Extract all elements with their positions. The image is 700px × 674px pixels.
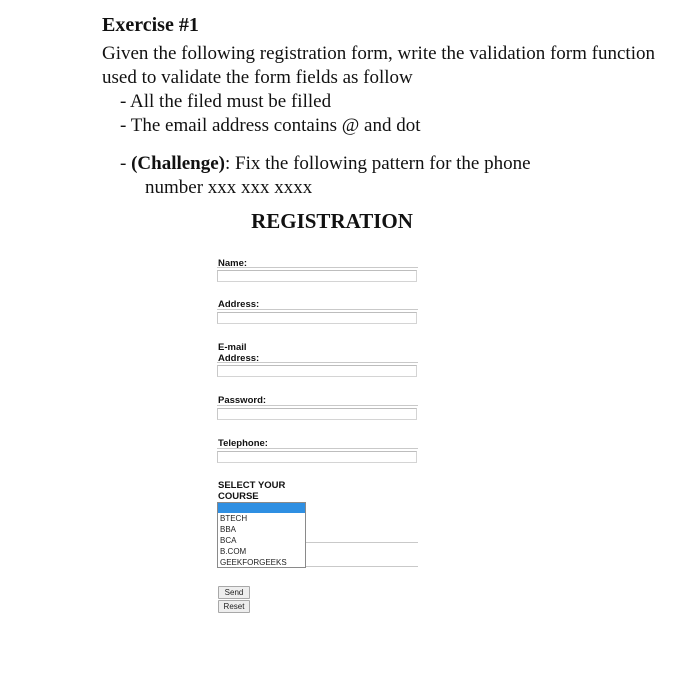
row-divider (217, 448, 418, 449)
email-label-line1: E-mail (218, 342, 247, 353)
name-label: Name: (218, 258, 248, 269)
name-input[interactable] (217, 270, 417, 282)
course-option-bcom[interactable]: B.COM (220, 547, 247, 556)
email-label-line2: Address: (218, 353, 260, 364)
course-option-btech[interactable]: BTECH (220, 514, 248, 523)
requirement-email: - The email address contains @ and dot (120, 115, 421, 136)
telephone-label: Telephone: (218, 438, 268, 449)
challenge-text: : Fix the following pattern for the phone (225, 153, 531, 174)
row-divider (217, 309, 418, 310)
row-divider (306, 542, 418, 543)
send-button[interactable]: Send (218, 586, 250, 599)
telephone-input[interactable] (217, 451, 417, 463)
course-option-bca[interactable]: BCA (220, 536, 237, 545)
requirement-challenge (120, 152, 531, 176)
row-divider (217, 362, 418, 363)
requirement-all-fields: - All the filed must be filled (120, 91, 332, 112)
reset-button[interactable]: Reset (218, 600, 250, 613)
email-label (218, 342, 338, 364)
course-select-list[interactable] (217, 502, 306, 568)
row-divider (217, 267, 418, 268)
password-label: Password: (218, 395, 267, 406)
form-title: REGISTRATION (251, 209, 413, 233)
row-divider (306, 566, 418, 567)
email-input[interactable] (217, 365, 417, 377)
course-option-geekforgeeks[interactable]: GEEKFORGEEKS (220, 558, 287, 567)
exercise-title: Exercise #1 (102, 14, 199, 36)
password-input[interactable] (217, 408, 417, 420)
course-label (218, 480, 338, 502)
row-divider (217, 405, 418, 406)
challenge-continuation: number xxx xxx xxxx (145, 177, 313, 198)
course-option-bba[interactable]: BBA (220, 525, 237, 534)
course-label-line1: SELECT YOUR (218, 480, 286, 491)
course-option-selected[interactable] (218, 503, 305, 513)
address-label: Address: (218, 299, 260, 310)
course-label-line2: COURSE (218, 491, 259, 502)
address-input[interactable] (217, 312, 417, 324)
challenge-label: (Challenge) (131, 153, 226, 174)
exercise-intro: Given the following registration form, write the validation form function used to validate the form fields as follow (102, 43, 655, 88)
challenge-prefix: - (120, 153, 132, 174)
